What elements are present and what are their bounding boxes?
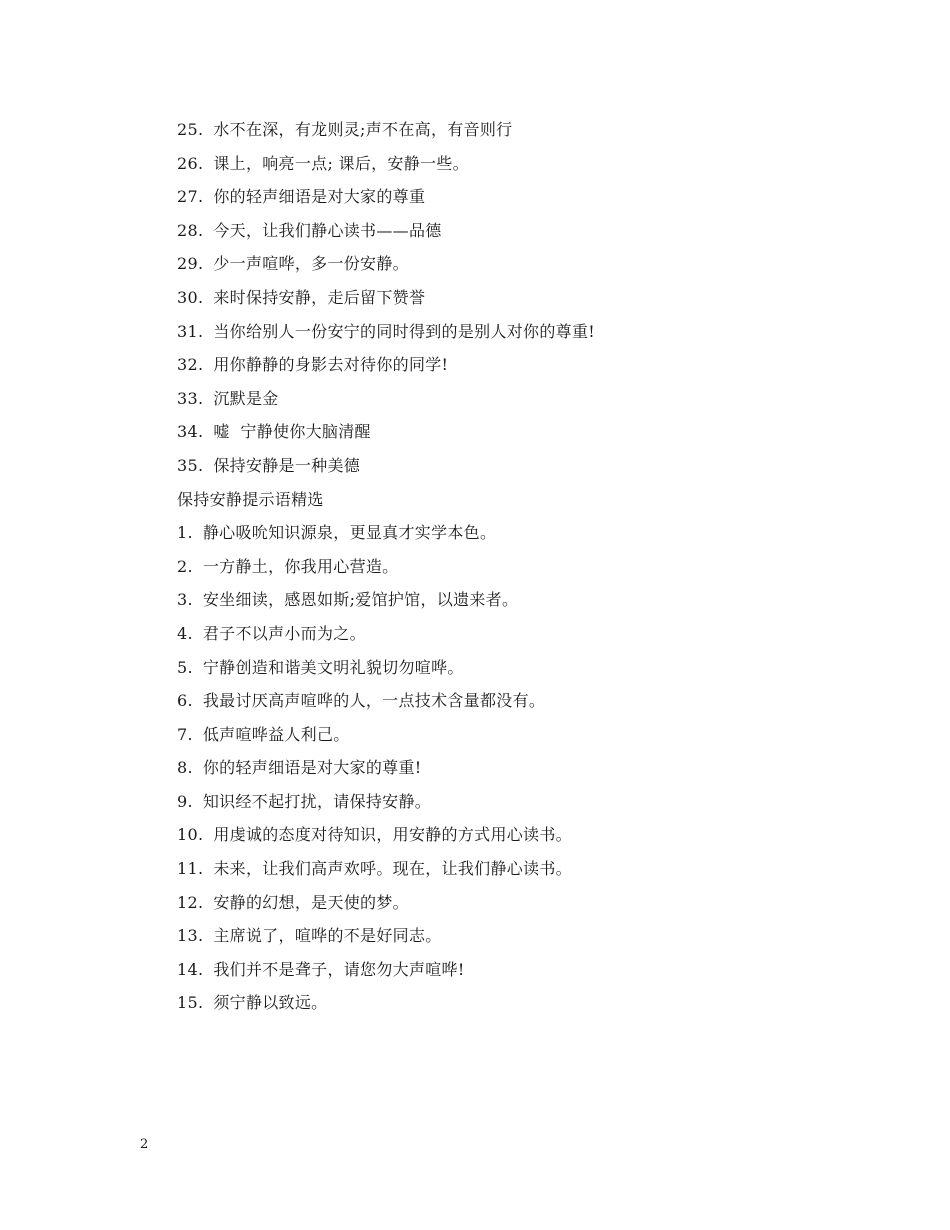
item-number: 28. bbox=[177, 220, 204, 240]
item-number: 11. bbox=[177, 859, 204, 879]
numbered-list-selected bbox=[177, 519, 877, 1023]
item-number: 2. bbox=[177, 556, 193, 576]
item-number: 25. bbox=[177, 120, 204, 139]
item-text: 我们并不是聋子，请您勿大声喧哗! bbox=[213, 959, 465, 979]
item-text: 知识经不起打扰，请保持安静。 bbox=[202, 791, 432, 811]
item-number: 12. bbox=[177, 892, 204, 912]
list-item bbox=[177, 855, 877, 889]
item-number: 9. bbox=[177, 791, 193, 811]
list-item bbox=[177, 284, 877, 318]
item-text: 宁静创造和谐美文明礼貌切勿喧哗。 bbox=[202, 657, 464, 677]
item-number: 15. bbox=[177, 993, 204, 1013]
list-item bbox=[177, 788, 877, 822]
item-text: 主席说了，喧哗的不是好同志。 bbox=[213, 926, 442, 946]
item-number: 10. bbox=[177, 825, 204, 845]
numbered-list-continued bbox=[177, 116, 877, 486]
item-text: 你的轻声细语是对大家的尊重! bbox=[202, 758, 422, 778]
item-text: 沉默是金 bbox=[213, 388, 279, 408]
item-text: 你的轻声细语是对大家的尊重 bbox=[213, 187, 426, 207]
item-number: 3. bbox=[177, 590, 193, 610]
item-text: 一方静土，你我用心营造。 bbox=[202, 556, 399, 576]
item-text: 须宁静以致远。 bbox=[213, 993, 328, 1013]
item-text: 未来，让我们高声欢呼。现在，让我们静心读书。 bbox=[213, 859, 572, 879]
item-number: 30. bbox=[177, 287, 204, 307]
item-number: 8. bbox=[177, 758, 193, 778]
list-item bbox=[177, 553, 877, 587]
item-number: 33. bbox=[177, 388, 204, 408]
list-item bbox=[177, 116, 877, 150]
list-item bbox=[177, 418, 877, 452]
item-number: 14. bbox=[177, 959, 204, 979]
list-item bbox=[177, 519, 877, 553]
item-text: 安坐细读，感恩如斯;爱馆护馆，以遗来者。 bbox=[202, 590, 519, 610]
item-text: 用虔诚的态度对待知识，用安静的方式用心读书。 bbox=[213, 825, 572, 845]
list-item bbox=[177, 318, 877, 352]
item-text: 静心吸吮知识源泉，更显真才实学本色。 bbox=[202, 523, 497, 543]
item-number: 5. bbox=[177, 657, 193, 677]
list-item bbox=[177, 183, 877, 217]
list-item bbox=[177, 217, 877, 251]
item-number: 34. bbox=[177, 422, 204, 442]
item-text: 低声喧哗益人利己。 bbox=[202, 724, 350, 744]
item-number: 13. bbox=[177, 926, 204, 946]
item-number: 4. bbox=[177, 623, 193, 643]
item-number: 7. bbox=[177, 724, 193, 744]
item-text: 水不在深，有龙则灵;声不在高，有音则行 bbox=[213, 120, 513, 139]
list-item bbox=[177, 351, 877, 385]
list-item bbox=[177, 620, 877, 654]
list-item bbox=[177, 150, 877, 184]
list-item bbox=[177, 452, 877, 486]
item-text: 安静的幻想，是天使的梦。 bbox=[213, 892, 409, 912]
item-number: 1. bbox=[177, 523, 193, 543]
item-text: 当你给别人一份安宁的同时得到的是别人对你的尊重! bbox=[213, 321, 595, 341]
item-text: 今天，让我们静心读书——品德 bbox=[213, 220, 442, 240]
item-text: 少一声喧哗，多一份安静。 bbox=[213, 254, 409, 274]
item-number: 29. bbox=[177, 254, 204, 274]
section-heading: 保持安静提示语精选 bbox=[177, 489, 324, 509]
item-text: 嘘 宁静使你大脑清醒 bbox=[213, 422, 371, 442]
list-item bbox=[177, 956, 877, 990]
list-item bbox=[177, 687, 877, 721]
item-number: 27. bbox=[177, 187, 204, 207]
list-item bbox=[177, 922, 877, 956]
item-text: 君子不以声小而为之。 bbox=[202, 623, 366, 643]
list-item bbox=[177, 821, 877, 855]
item-number: 6. bbox=[177, 691, 193, 711]
page-number: 2 bbox=[140, 1137, 149, 1152]
item-text: 用你静静的身影去对待你的同学! bbox=[213, 355, 449, 375]
list-item bbox=[177, 889, 877, 923]
list-item bbox=[177, 586, 877, 620]
list-item bbox=[177, 385, 877, 419]
item-number: 35. bbox=[177, 455, 204, 475]
item-number: 26. bbox=[177, 153, 204, 173]
item-number: 32. bbox=[177, 355, 204, 375]
list-item bbox=[177, 654, 877, 688]
page-content bbox=[177, 116, 877, 1023]
list-item bbox=[177, 721, 877, 755]
list-item bbox=[177, 754, 877, 788]
item-text: 来时保持安静，走后留下赞誉 bbox=[213, 287, 426, 307]
item-text: 课上，响亮一点; 课后，安静一些。 bbox=[213, 153, 469, 173]
item-number: 31. bbox=[177, 321, 204, 341]
item-text: 我最讨厌高声喧哗的人，一点技术含量都没有。 bbox=[202, 691, 546, 711]
item-text: 保持安静是一种美德 bbox=[213, 455, 361, 475]
list-item bbox=[177, 989, 877, 1023]
list-item bbox=[177, 250, 877, 284]
